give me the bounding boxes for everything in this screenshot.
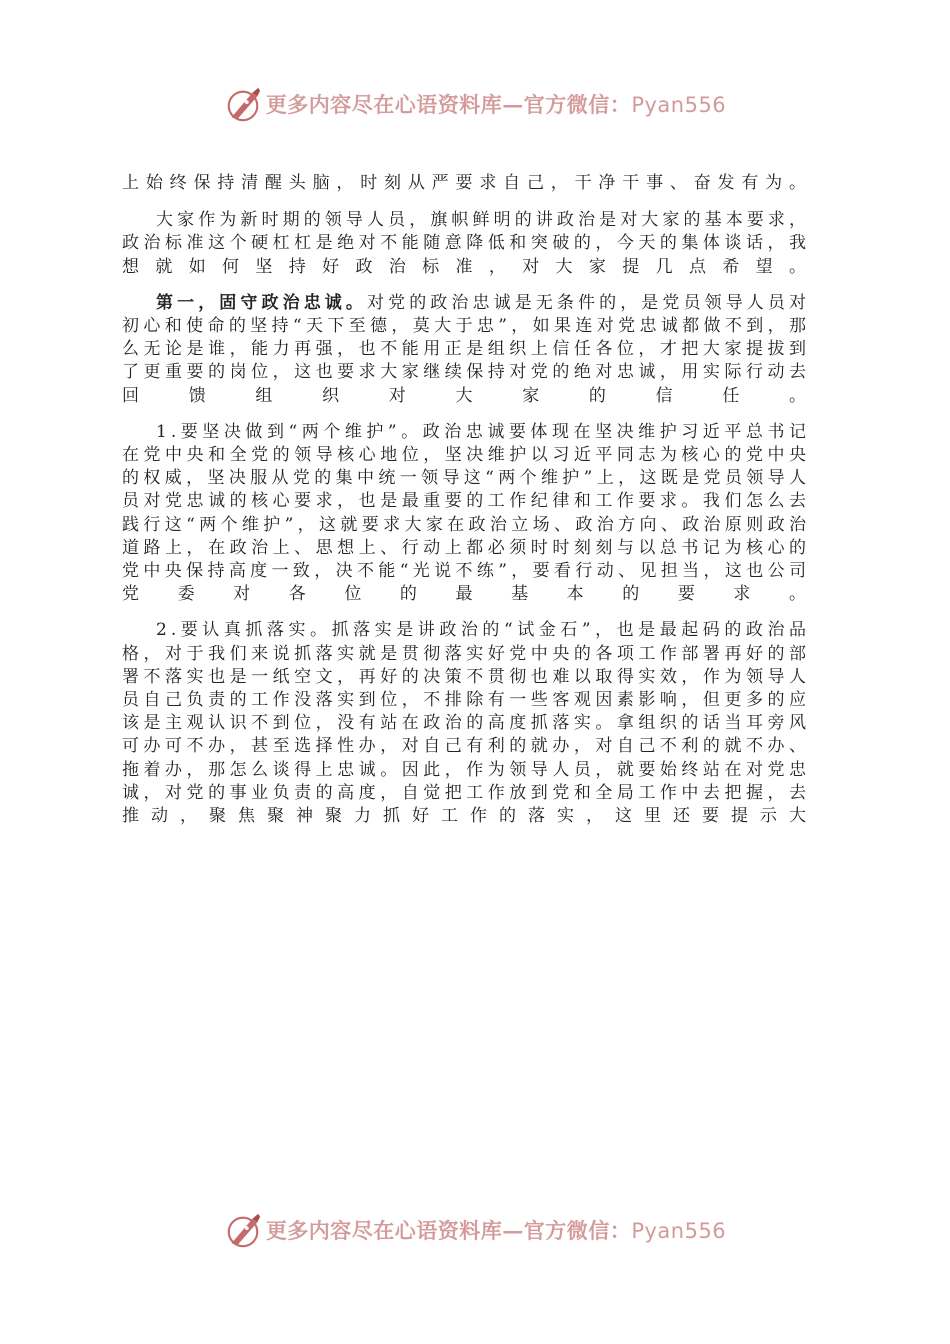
paragraph-political-standard: 大家作为新时期的领导人员，旗帜鲜明的讲政治是对大家的基本要求，政治标准这个硬杠杠是绝对不能随意降低和突破的，今天的集体谈话，我想就如何坚持好政治标准，对大家提几点希望。 bbox=[122, 210, 810, 277]
paragraph-implementation: 2.要认真抓落实。抓落实是讲政治的“试金石”，也是最起码的政治品格，对于我们来说抓落实就是贯彻落实好党中央的各项工作部署再好的部署不落实也是一纸空文，再好的决策不贯彻也难以取得实效，作为领导人员自己负责的工作没落实到位，不排除有一些客观因素影响，但更多的应该是主观认识不到位，没有站在政治的高度抓落实。拿组织的话当耳旁风可办可不办，甚至选择性办，对自己有利的就办，对自己不利的就不办、拖着办，那怎么谈得上忠诚。因此，作为领导人员，就要始终站在对党忠诚，对党的事业负责的高度，自觉把工作放到党和全局工作中去把握，去推动，聚焦聚神聚力抓好工作的落实，这里还要提示大 bbox=[122, 620, 810, 827]
header-watermark-banner bbox=[0, 82, 950, 126]
wechat-id: Pyan556 bbox=[631, 93, 727, 117]
watermark-text: 更多内容尽在心语资料库—官方微信：Pyan556 bbox=[265, 92, 727, 117]
paragraph-continuation: 上始终保持清醒头脑，时刻从严要求自己，干净干事、奋发有为。 bbox=[122, 173, 810, 193]
watermark-text: 更多内容尽在心语资料库—官方微信：Pyan556 bbox=[265, 1218, 727, 1243]
pen-nib-logo-icon bbox=[224, 1211, 262, 1249]
paragraph-two-safeguards: 1.要坚决做到“两个维护”。政治忠诚要体现在坚决维护习近平总书记在党中央和全党的领导核心地位，坚决维护以习近平同志为核心的党中央的权威，坚决服从党的集中统一领导这“两个维护”上，这既是党员领导人员对党忠诚的核心要求，也是最重要的工作纪律和工作要求。我们怎么去践行这“两个维护”，这就要求大家在政治立场、政治方向、政治原则政治道路上，在政治上、思想上、行动上都必须时时刻刻与以总书记为核心的党中央保持高度一致，决不能“光说不练”，要看行动、见担当，这也公司党委对各位的最基本的要求。 bbox=[122, 421, 810, 605]
paragraph-political-loyalty: 第一，固守政治忠诚。对党的政治忠诚是无条件的，是党员领导人员对初心和使命的坚持“天下至德，莫大于忠”，如果连对党忠诚都做不到，那么无论是谁，能力再强，也不能用正是组织上信任各位，才把大家提拔到了更重要的岗位，这也要求大家继续保持对党的绝对忠诚，用实际行动去回馈组织对大家的信任。 bbox=[122, 292, 810, 406]
document-body bbox=[122, 172, 810, 828]
pen-nib-logo-icon bbox=[224, 85, 262, 123]
footer-watermark-banner bbox=[0, 1208, 950, 1252]
wechat-id: Pyan556 bbox=[631, 1219, 727, 1243]
section-heading: 第一，固守政治忠诚。 bbox=[156, 292, 367, 313]
